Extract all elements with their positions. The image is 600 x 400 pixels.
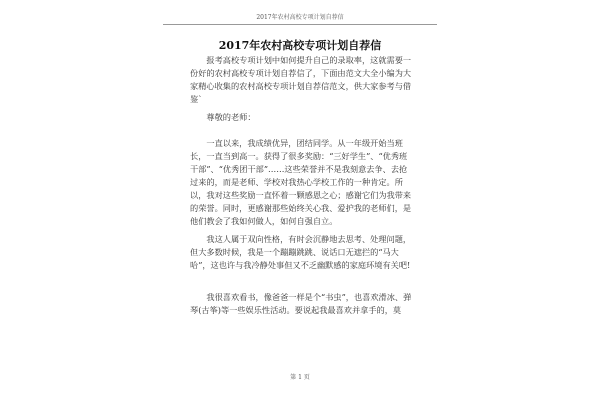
body-paragraph: 一直以来，我成绩优异，团结同学。从一年级开始当班长，一直当到高一。获得了很多奖励：“三好学生”、“优秀班干部”、“优秀团干部”……这些荣誉并不是我刻意去争、去抢过来的，而是老师、学校对我热心学校工作的一种肯定。所以，我对这些奖励一直怀着一颗感恩之心；感谢它们为我带来的荣誉。同时，更感谢那些始终关心我、爱护我的老师们，是他们教会了我如何做人，如何自强自立。: [190, 138, 412, 226]
document-body: [190, 54, 412, 317]
running-header: 2017年农村高校专项计划自荐信: [256, 14, 344, 21]
salutation: 尊敬的老师：: [206, 112, 256, 122]
document-title: 2017年农村高校专项计划自荐信: [218, 39, 382, 52]
page-number: 第 1 页: [290, 374, 310, 381]
body-paragraph: 我这人属于双向性格，有时会沉静地去思考、处理问题，但大多数时候，我是一个蹦蹦跳跳、说话口无遮拦的“马大哈”，这也许与我冷静处事但又不乏幽默感的家庭环境有关吧!: [190, 234, 412, 270]
body-paragraph: 我很喜欢看书，像爸爸一样是个“书虫”，也喜欢滑冰、弹琴(古筝)等一些娱乐性活动。要说起我最喜欢并拿手的，莫: [190, 292, 412, 315]
intro-paragraph: 报考高校专项计划中如何提升自己的录取率，这就需要一份好的农村高校专项计划自荐信了，下面由范文大全小编为大家精心收集的农村高校专项计划自荐信范文，供大家参考与借鉴`: [190, 55, 412, 104]
header-divider: [163, 24, 437, 25]
